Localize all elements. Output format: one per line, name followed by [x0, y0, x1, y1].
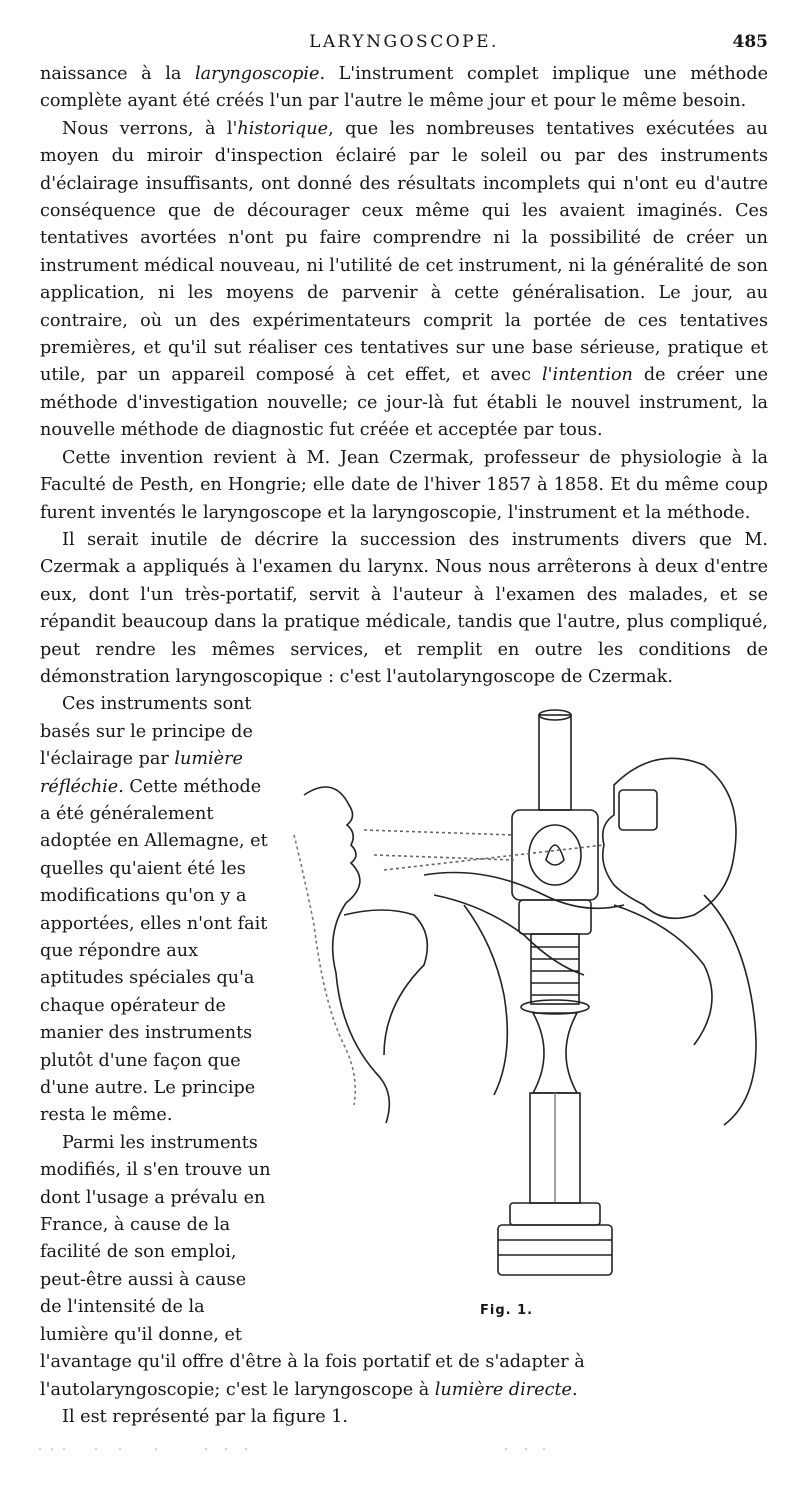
emphasis: historique — [237, 118, 329, 139]
emphasis: laryngoscopie — [195, 64, 320, 84]
emphasis: lumière directe — [434, 1379, 572, 1400]
emphasis: l'intention — [542, 365, 633, 386]
laryngoscope-illustration — [284, 695, 764, 1295]
running-title: LARYNGOSCOPE. — [309, 32, 499, 52]
paragraph-historique: Nous verrons, à l'historique, que les nombreuses tentatives exécutées au moyen du miroir d'inspection éclairé par le soleil ou par des instruments d'éclairage insuffisants, ont donné des résultats incomplets qui n'ont eu d'autre conséquence que de décourager ceux même qui les avaient imaginés. Ces tentatives avortées n'ont pu faire comprendre ni la possibilité de créer un instrument médical nouveau, ni l'utilité de cet instrument, ni la généralité de son application, ni les moyens de parvenir à cette généralisation. Le jour, au contraire, où un des expérimentateurs comprit la portée de ces tentatives premières, et qu'il sut réaliser ces tentatives sur une base sérieuse, pratique et utile, par un appareil composé à cet effet, et avec l'intention de créer une méthode d'investigation nouvelle; ce jour-là fut établi le nouvel instrument, la nouvelle méthode de diagnostic fut créée et acceptée par tous. — [40, 118, 769, 441]
page-number: 485 — [732, 32, 768, 52]
figure-caption: Fig. 1. — [480, 1303, 534, 1319]
page-bottom-specks — [36, 1446, 556, 1452]
paragraph-lumiere-reflechie: Ces instruments sont basés sur le principe de l'éclairage par lumière réfléchie. Cette méthode a été généralement adoptée en Allemagne, et quelles qu'aient été les modifications qu'on y a apportées, elles n'ont fait que répondre aux aptitudes spéciales qu'a chaque opérateur de manier des instruments plutôt d'une façon que d'une autre. Le principe resta le même. — [40, 694, 268, 1126]
paragraph-czermak: Cette invention revient à M. Jean Czermak, professeur de physiologie à la Faculté de Pesth, en Hongrie; elle date de l'hiver 1857 à 1858. Et du même coup furent inventés le laryngoscope et la laryngoscopie, l'instrument et la méthode. — [40, 447, 768, 523]
paragraph-continued: naissance à la laryngoscopie. L'instrument complet implique une méthode complète ayant été créés l'un par l'autre le même jour et pour le même besoin. — [40, 64, 768, 112]
paragraph-lumiere-directe: Parmi les instruments modifiés, il s'en trouve un dont l'usage a prévalu en France, à cause de la facilité de son emploi, peut-être aussi à cause de l'intensité de la lumière qu'il donne, et l'avantage qu'il offre d'être à la fois portatif et de s'adapter à l'autolaryngoscopie; c'est le laryngoscope à lumière directe. — [40, 1132, 585, 1400]
paragraph-figure-ref: Il est représenté par la figure 1. — [62, 1406, 349, 1427]
emphasis: lumière réfléchie — [40, 749, 243, 797]
paragraph-instruments: Il serait inutile de décrire la succession des instruments divers que M. Czermak a appliqués à l'examen du larynx. Nous nous arrêterons à deux d'entre eux, dont l'un très-portatif, servit à l'auteur à l'examen des malades, et se répandit beaucoup dans la pratique médicale, tandis que l'autre, plus compliqué, peut rendre les mêmes services, et remplit en outre les conditions de démonstration laryngoscopique : c'est l'autolaryngoscope de Czermak. — [40, 529, 768, 687]
running-head — [40, 32, 768, 54]
figure-1 — [280, 695, 768, 1333]
body-text — [40, 61, 768, 1431]
